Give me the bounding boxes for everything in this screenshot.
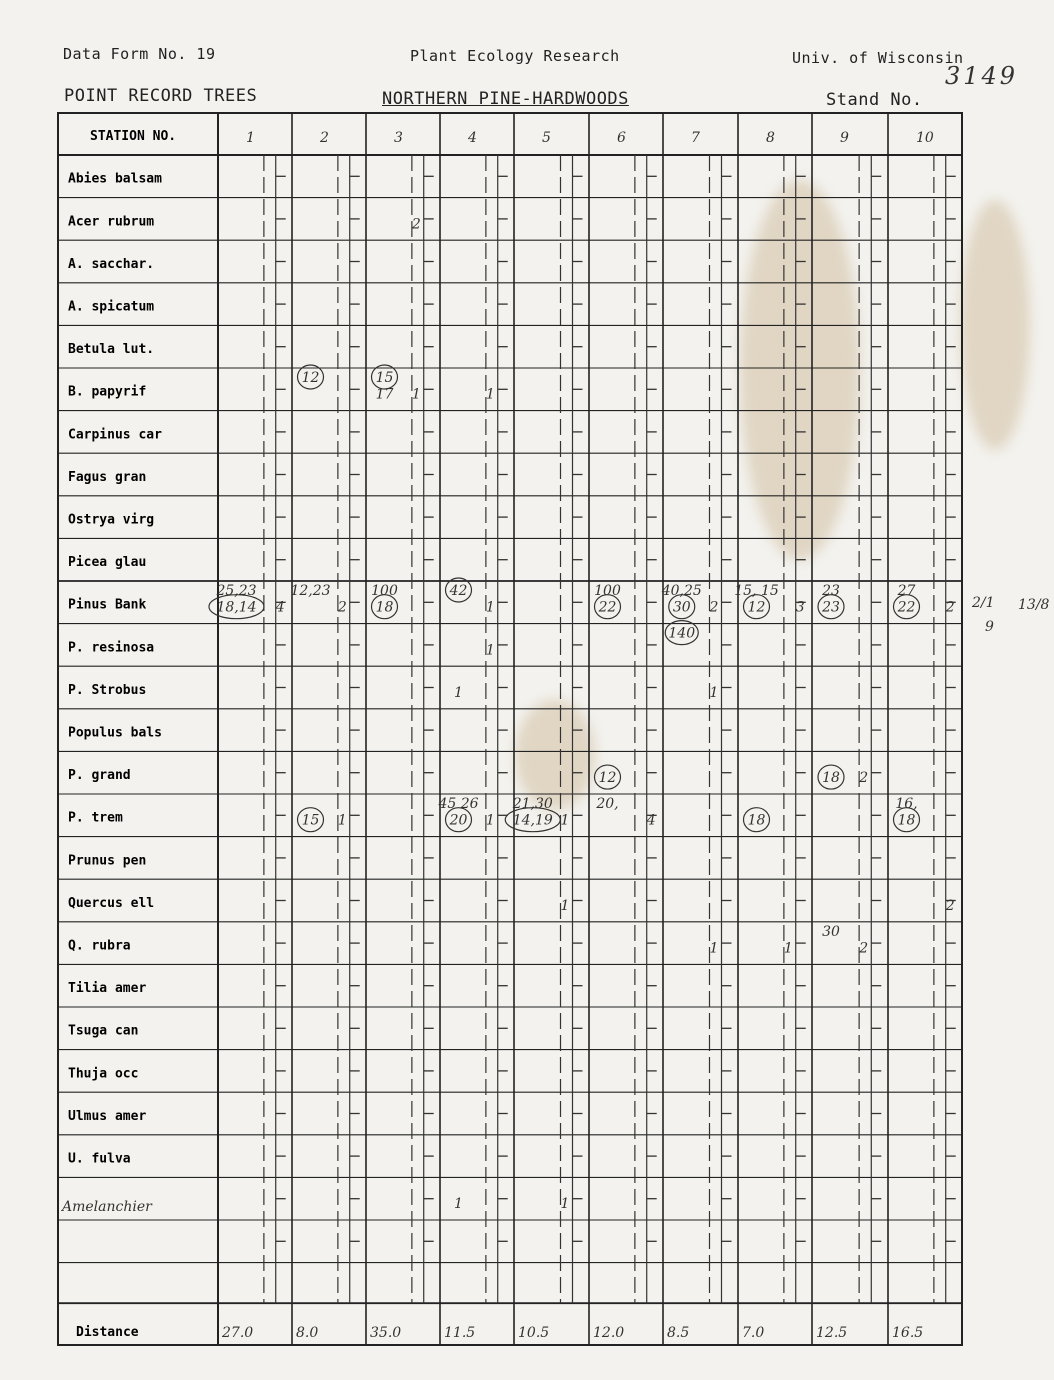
handwritten-entry: 1 [454,684,463,701]
handwritten-entry: 21,30 [512,796,553,812]
margin-note: 9 [985,619,994,635]
handwritten-entry: 30 [822,923,840,940]
species-name: Pinus Bank [68,597,147,613]
handwritten-entry: 1 [560,897,570,914]
table-border [58,113,962,1345]
handwritten-entry: 22 [897,599,916,616]
handwritten-entry: 15 [301,812,320,829]
species-name: Fagus gran [68,469,147,485]
species-name: P. trem [68,810,123,826]
distance-value: 16.5 [892,1325,924,1341]
handwritten-entry: 2 [337,599,347,616]
handwritten-entry: 45 26 [438,796,479,812]
handwritten-entry: 40,25 [661,583,702,599]
handwritten-entry: 100 [371,583,398,599]
handwritten-entry: 3 [795,599,805,616]
handwritten-entry: 4 [275,599,285,616]
handwritten-entry: 12 [598,770,617,787]
margin-note: 2/1 [972,595,995,611]
distance-value: 8.5 [667,1325,690,1341]
handwritten-entry: 18 [897,812,916,829]
station-number: 9 [840,130,849,146]
handwritten-entry: 25,23 [216,583,257,599]
handwritten-entry: 2 [945,599,955,616]
handwritten-entry: 1 [485,812,495,829]
station-number: 8 [766,130,775,146]
handwritten-entry: 12 [301,370,320,386]
handwritten-entry: 2 [709,599,719,616]
handwritten-entry: 1 [411,386,421,403]
handwritten-entry: 23 [822,599,840,616]
species-name: Prunus pen [68,853,147,869]
station-number: 7 [691,130,700,146]
distance-label: Distance [76,1325,139,1340]
species-name: U. fulva [68,1151,131,1167]
station-number: 10 [916,130,934,146]
station-number: 6 [617,130,626,146]
station-number: 5 [542,130,551,146]
handwritten-entry: 15 [375,370,394,386]
handwritten-entry: 30 [672,599,691,616]
handwritten-entry: 1 [709,684,719,701]
distance-value: 11.5 [444,1325,476,1341]
handwritten-entry: 1 [560,1196,570,1213]
handwritten-entry: 18 [375,599,394,616]
form-title: POINT RECORD TREES [64,86,258,106]
handwritten-entry: 2 [859,770,869,787]
margin-note: 13/8 [1018,597,1050,613]
handwritten-entry: 12,23 [290,583,331,599]
handwritten-entry: 42 [449,583,468,599]
handwritten-entry: 12 [747,599,766,616]
handwritten-entry: 1 [454,1196,463,1213]
species-name: A. sacchar. [68,256,155,272]
species-name: Carpinus car [68,427,162,443]
handwritten-entry: 1 [485,642,495,659]
stand-number-handwritten: 3149 [945,62,1019,90]
handwritten-entry: 2 [859,940,869,957]
handwritten-entry: 18 [822,770,840,787]
species-name: Ostrya virg [68,512,155,528]
species-name: Quercus ell [68,895,155,911]
university-label: Univ. of Wisconsin [792,49,964,67]
forest-type-title: NORTHERN PINE-HARDWOODS [382,89,629,109]
research-label: Plant Ecology Research [410,47,620,65]
distance-value: 27.0 [222,1325,254,1341]
handwritten-entry: 1 [485,386,495,403]
species-name: P. resinosa [68,640,155,656]
handwritten-entry: 20, [596,796,619,812]
species-name: B. papyrif [68,384,147,400]
handwritten-entry: 100 [594,583,621,599]
handwritten-entry: 1 [783,940,793,957]
species-name: Acer rubrum [68,214,155,230]
distance-value: 12.5 [816,1325,848,1341]
species-name: Tsuga can [68,1023,139,1039]
distance-value: 12.0 [593,1325,625,1341]
handwritten-entry: 20 [449,812,468,829]
handwritten-entry: 140 [668,625,696,642]
handwritten-entry: 22 [598,599,617,616]
species-name: Thuja occ [68,1066,139,1082]
distance-value: 7.0 [742,1325,765,1341]
species-name: A. spicatum [68,299,155,315]
station-number: 3 [394,130,403,146]
handwritten-entry: 2 [411,216,421,233]
handwritten-entry: 1 [485,599,495,616]
station-header: STATION NO. [90,129,177,144]
handwritten-entry: 1 [337,812,347,829]
station-number: 2 [320,130,329,146]
handwritten-entry: 15, 15 [734,583,779,599]
handwritten-entry: 14,19 [512,812,553,829]
station-number: 1 [246,130,255,146]
species-name: Betula lut. [68,342,155,358]
form-number: Data Form No. 19 [63,45,216,63]
distance-value: 35.0 [370,1325,402,1341]
stand-label: Stand No. [826,90,923,110]
species-name: Tilia amer [68,981,147,997]
handwritten-entry: 1 [560,812,570,829]
distance-value: 8.0 [296,1325,319,1341]
station-number: 4 [468,130,477,146]
handwritten-entry: 1 [709,940,719,957]
species-name: Picea glau [68,555,147,571]
species-name: Populus bals [68,725,162,741]
species-name: Amelanchier [62,1199,152,1216]
species-name: Q. rubra [68,938,131,954]
handwritten-entry: 16, [895,796,918,812]
handwritten-entry: 18,14 [216,599,257,616]
handwritten-entry: 18 [747,812,766,829]
handwritten-entry: 27 [897,583,916,599]
handwritten-entry: 17 [375,386,394,403]
species-name: P. grand [68,768,131,784]
species-name: P. Strobus [68,682,147,698]
handwritten-entry: 2 [945,897,955,914]
distance-value: 10.5 [518,1325,550,1341]
handwritten-entry: 4 [646,812,656,829]
species-name: Ulmus amer [68,1108,147,1124]
handwritten-entry: 23 [822,583,840,599]
species-name: Abies balsam [68,171,162,187]
